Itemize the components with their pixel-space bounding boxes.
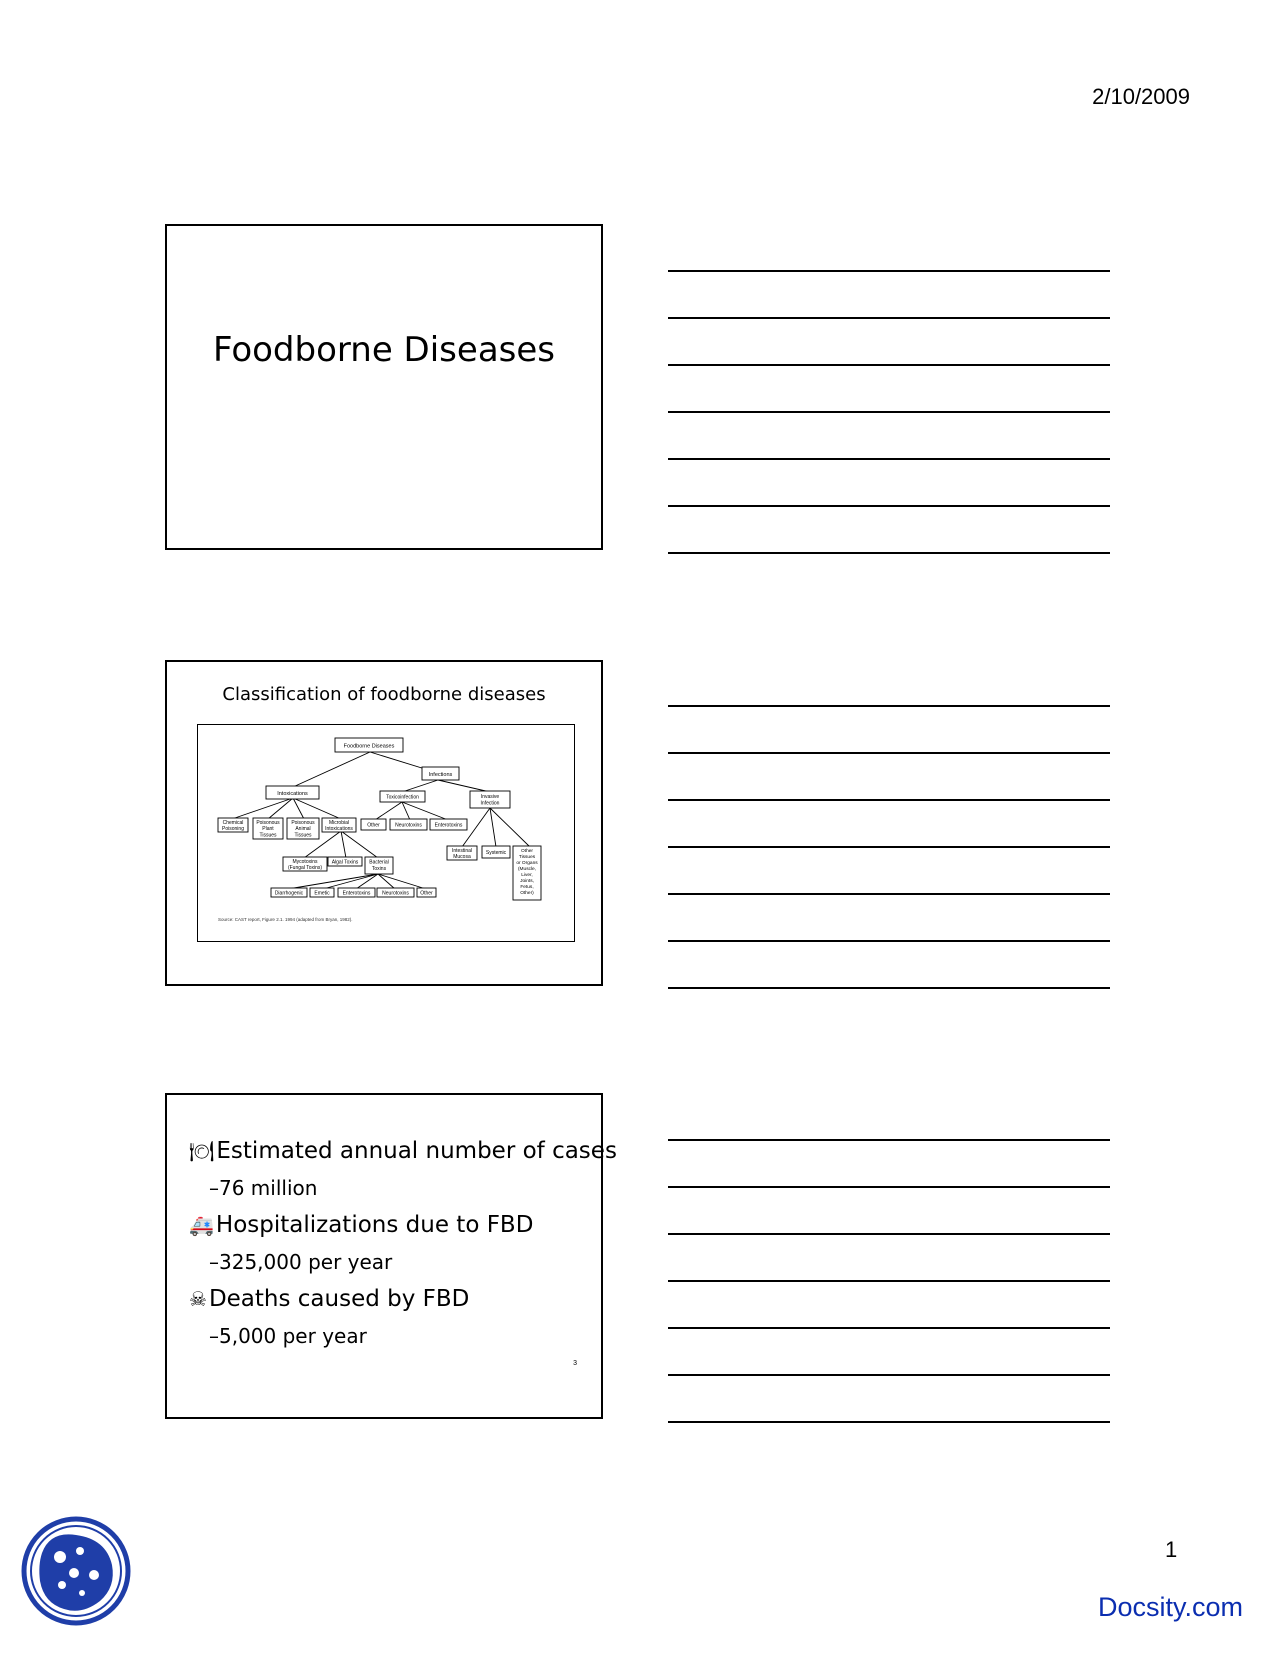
slide-number: 3 [573, 1360, 577, 1367]
notes-line [668, 364, 1110, 366]
notes-line [668, 940, 1110, 942]
label-other-tissues-2: Tissues [518, 855, 536, 860]
label-intestinal-1: Intestinal [451, 848, 473, 854]
label-diarrhogenic: Diarrhogenic [274, 890, 304, 897]
label-animal-1: Poisonous [291, 820, 315, 826]
notes-line [668, 552, 1110, 554]
label-toxicoinfection: Toxicoinfection [386, 794, 419, 801]
notes-line [668, 270, 1110, 272]
label-bacterial-1: Bacterial [369, 859, 389, 866]
bullet-label: Hospitalizations due to FBD [215, 1212, 534, 1238]
label-neurotoxins1: Neurotoxins [395, 822, 422, 829]
notes-line [668, 846, 1110, 848]
label-mycotoxins-2: (Fungal Toxins) [287, 865, 323, 871]
label-other-tissues-3: or Organs [516, 861, 538, 866]
label-other-tissues-7: Fetus, [520, 885, 534, 890]
diagram-source: Source: CAST report, Figure 2.1. 1994 (adapted from Bryan, 1982). [218, 917, 353, 922]
bullet-hospitalizations [189, 1207, 599, 1243]
bullet-sub: –76 million [209, 1176, 318, 1200]
label-animal-2: Animal [295, 826, 311, 832]
label-other2: Other [420, 890, 433, 897]
label-other-tissues-4: (Muscle, [517, 867, 537, 872]
notes-line [668, 1327, 1110, 1329]
label-plant-1: Poisonous [256, 820, 280, 826]
docsity-logo-icon [20, 1515, 132, 1627]
label-invasive-2: Infection [480, 800, 500, 807]
slide-1 [165, 224, 603, 550]
skull-crossbones-icon: ☠ [189, 1287, 207, 1311]
label-other-tissues-1: Other [521, 849, 533, 854]
fork-plate-icon: 🍽 [189, 1139, 215, 1163]
label-intoxications: Intoxications [277, 791, 308, 797]
notes-line [668, 1374, 1110, 1376]
label-bacterial-2: Toxins [371, 866, 387, 872]
slide-2 [165, 660, 603, 986]
label-enterotoxins2: Enterotoxins [342, 890, 371, 897]
classification-diagram [197, 724, 575, 942]
label-infections: Infections [428, 772, 453, 778]
label-chemical-2: Poisoning [222, 826, 244, 832]
bullet-sub: –5,000 per year [209, 1324, 367, 1348]
label-systemic: Systemic [485, 850, 507, 856]
label-neurotoxins2: Neurotoxins [382, 890, 409, 897]
notes-line [668, 1233, 1110, 1235]
notes-line [668, 1280, 1110, 1282]
slide-title: Foodborne Diseases [212, 330, 555, 370]
bullet-list [189, 1133, 617, 1355]
notes-line [668, 505, 1110, 507]
notes-line [668, 317, 1110, 319]
label-plant-3: Tissues [259, 832, 277, 839]
notes-line [668, 987, 1110, 989]
bullet-cases [189, 1133, 617, 1169]
notes-line [668, 893, 1110, 895]
page-date: 2/10/2009 [1092, 84, 1190, 109]
label-animal-3: Tissues [294, 832, 312, 839]
label-root: Foodborne Diseases [343, 743, 395, 750]
label-emetic: Emetic [314, 890, 330, 897]
ambulance-icon: 🚑 [189, 1213, 214, 1237]
label-other-tissues-5: Liver, [521, 873, 533, 878]
bullet-deaths [189, 1281, 599, 1317]
label-microbial-2: Intoxications [325, 826, 353, 832]
label-mycotoxins-1: Mycotoxins [292, 859, 318, 865]
bullet-sub: –325,000 per year [209, 1250, 393, 1274]
slide-3 [165, 1093, 617, 1419]
docsity-logo[interactable] [20, 1515, 132, 1627]
docsity-link[interactable]: Docsity.com [1098, 1592, 1244, 1622]
label-other-tissues-6: Joints, [520, 879, 534, 884]
label-microbial-1: Microbial [328, 820, 350, 826]
label-invasive-1: Invasive [480, 794, 500, 800]
notes-line [668, 1139, 1110, 1141]
notes-line [668, 752, 1110, 754]
slide-title: Classification of foodborne diseases [222, 684, 546, 705]
notes-line [668, 1186, 1110, 1188]
page-number: 1 [1165, 1537, 1178, 1562]
notes-line [668, 1421, 1110, 1423]
bullet-label: Estimated annual number of cases [216, 1138, 617, 1164]
classification-tree [198, 725, 573, 940]
notes-line [668, 799, 1110, 801]
notes-line [668, 705, 1110, 707]
label-enterotoxins1: Enterotoxins [434, 822, 463, 829]
label-algal: Algal Toxins [331, 859, 359, 866]
notes-line [668, 411, 1110, 413]
notes-line [668, 458, 1110, 460]
label-chemical-1: Chemical [222, 820, 244, 826]
label-intestinal-2: Mucosa [453, 854, 471, 860]
label-plant-2: Plant [262, 826, 274, 832]
label-other1: Other [367, 822, 380, 829]
label-other-tissues-8: Other) [520, 891, 534, 896]
bullet-label: Deaths caused by FBD [208, 1286, 470, 1312]
